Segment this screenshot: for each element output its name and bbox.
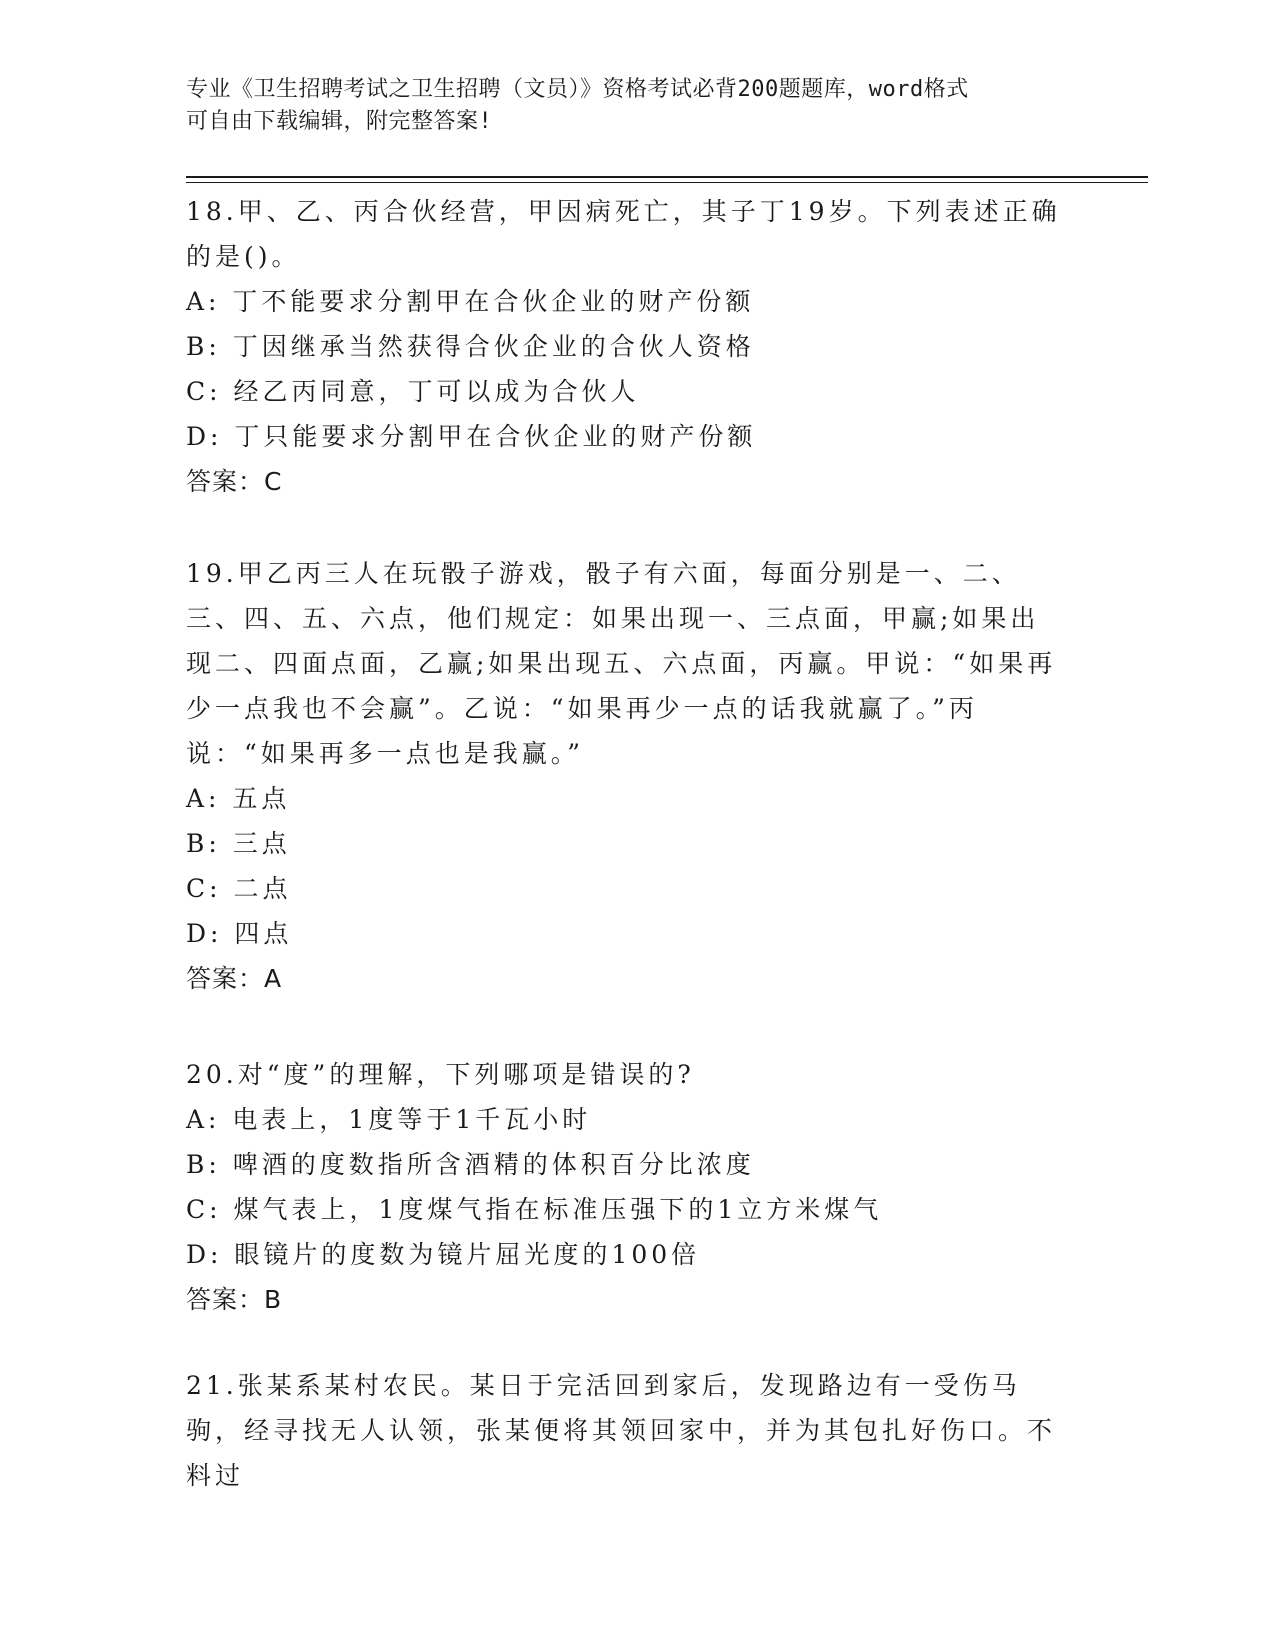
header-divider-thick	[186, 176, 1148, 178]
header-title-line-2: 可自由下载编辑，附完整答案!	[186, 109, 493, 134]
option-b: B: 三点	[186, 829, 291, 858]
question-stem: 19.甲乙丙三人在玩骰子游戏，骰子有六面，每面分别是一、二、三、四、五、六点，他们规定：如果出现一、三点面，甲赢;如果出现二、四面点面，乙赢;如果出现五、六点面，丙赢。甲说：“如果再少一点我也不会赢”。乙说：“如果再少一点的话我就赢了。”丙说：“如果再多一点也是我赢。”	[186, 559, 1057, 768]
option-c: C: 经乙丙同意，丁可以成为合伙人	[186, 377, 640, 406]
question-20	[186, 1052, 1066, 1322]
header-title-line-1: 专业《卫生招聘考试之卫生招聘（文员）》资格考试必背200题题库，word格式	[186, 77, 969, 102]
question-stem: 18.甲、乙、丙合伙经营，甲因病死亡，其子丁19岁。下列表述正确的是()。	[186, 197, 1061, 271]
question-stem: 20.对“度”的理解，下列哪项是错误的?	[186, 1060, 695, 1089]
option-c: C: 煤气表上，1度煤气指在标准压强下的1立方米煤气	[186, 1195, 883, 1224]
option-b: B: 啤酒的度数指所含酒精的体积百分比浓度	[186, 1150, 755, 1179]
answer-line: 答案：A	[186, 964, 283, 993]
question-19	[186, 551, 1066, 1001]
option-a: A: 电表上，1度等于1千瓦小时	[186, 1105, 592, 1134]
header-divider-thin	[186, 182, 1148, 183]
question-21	[186, 1363, 1066, 1498]
option-b: B: 丁因继承当然获得合伙企业的合伙人资格	[186, 332, 755, 361]
option-d: D: 眼镜片的度数为镜片屈光度的100倍	[186, 1240, 701, 1269]
answer-line: 答案：B	[186, 1285, 283, 1314]
question-stem: 21.张某系某村农民。某日于完活回到家后，发现路边有一受伤马驹，经寻找无人认领，张某便将其领回家中，并为其包扎好伤口。不料过	[186, 1371, 1057, 1490]
option-c: C: 二点	[186, 874, 292, 903]
answer-line: 答案：C	[186, 467, 283, 496]
document-header	[186, 74, 1066, 138]
option-d: D: 丁只能要求分割甲在合伙企业的财产份额	[186, 422, 757, 451]
option-d: D: 四点	[186, 919, 293, 948]
option-a: A: 五点	[186, 784, 291, 813]
option-a: A: 丁不能要求分割甲在合伙企业的财产份额	[186, 287, 755, 316]
question-18	[186, 189, 1066, 504]
